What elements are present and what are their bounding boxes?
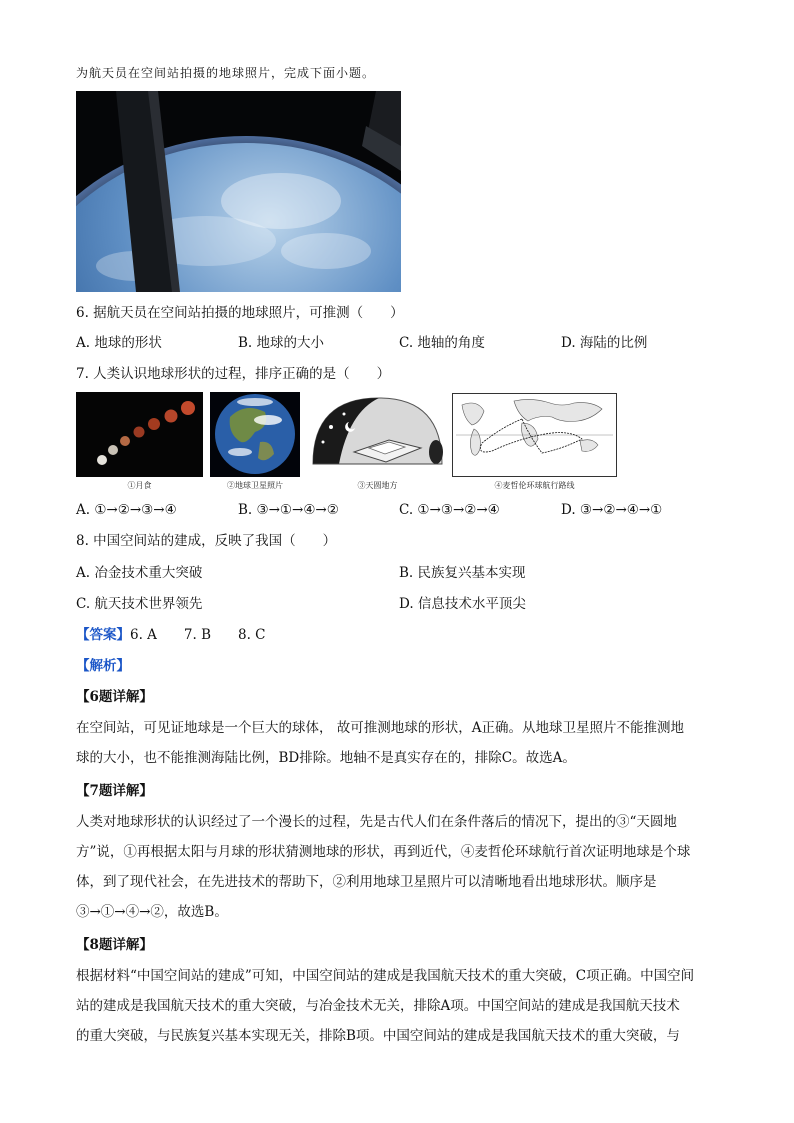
caption-lunar-eclipse: ①月食 (127, 481, 152, 490)
q8-detail-line: 站的建成是我国航天技术的重大突破，与冶金技术无关，排除A项。中国空间站的建成是我国航天技术 (76, 998, 680, 1014)
q6-detail-title: 【6题详解】 (76, 689, 153, 705)
analysis-label: 【解析】 (76, 658, 130, 674)
q6-stem: 6. 据航天员在空间站拍摄的地球照片，可推测（ ） (76, 305, 404, 321)
q8-detail-line: 的重大突破，与民族复兴基本实现无关，排除B项。中国空间站的建成是我国航天技术的重大突破，与 (76, 1028, 680, 1044)
q7-option-b[interactable]: B. ③→①→④→② (238, 502, 339, 518)
q7-option-a[interactable]: A. ①→②→③→④ (76, 502, 177, 518)
earth-photo (76, 91, 401, 292)
q7-detail-line: 人类对地球形状的认识经过了一个漫长的过程，先是古代人们在条件落后的情况下，提出的③“天圆地 (76, 814, 677, 830)
q6-option-d[interactable]: D. 海陆的比例 (561, 335, 648, 351)
q6-detail-line: 球的大小，也不能推测海陆比例，BD排除。地轴不是真实存在的，排除C。故选A。 (76, 750, 576, 766)
q8-stem: 8. 中国空间站的建成，反映了我国（ ） (76, 533, 337, 549)
q6-option-a[interactable]: A. 地球的形状 (76, 335, 162, 351)
earth-satellite-image (210, 392, 300, 477)
q8-detail-line: 根据材料“中国空间站的建成”可知，中国空间站的建成是我国航天技术的重大突破，C项正确。中国空间 (76, 968, 695, 984)
caption-magellan-route: ④麦哲伦环球航行路线 (494, 481, 575, 490)
q7-detail-line: 体，到了现代社会，在先进技术的帮助下，②利用地球卫星照片可以清晰地看出地球形状。顺序是 (76, 874, 657, 890)
q6-option-b[interactable]: B. 地球的大小 (238, 335, 325, 351)
caption-heaven-round-earth-square: ③天圆地方 (357, 481, 398, 490)
intro-text: 为航天员在空间站拍摄的地球照片，完成下面小题。 (76, 66, 376, 80)
q7-detail-line: ③→①→④→②，故选B。 (76, 904, 228, 920)
lunar-eclipse-image (76, 392, 203, 477)
q6-detail-line: 在空间站，可见证地球是一个巨大的球体， 故可推测地球的形状，A正确。从地球卫星照片不能推测地 (76, 720, 685, 736)
q7-option-c[interactable]: C. ①→③→②→④ (399, 502, 500, 518)
q8-detail-text (76, 961, 722, 1051)
magellan-route-map-image (452, 393, 617, 477)
q7-stem: 7. 人类认识地球形状的过程，排序正确的是（ ） (76, 366, 391, 382)
q8-detail-title: 【8题详解】 (76, 937, 153, 953)
answer-label: 【答案】 (76, 627, 130, 643)
q8-option-a[interactable]: A. 冶金技术重大突破 (76, 565, 203, 581)
answer-text: 6. A 7. B 8. C (130, 627, 266, 643)
q8-option-c[interactable]: C. 航天技术世界领先 (76, 596, 203, 612)
caption-satellite-photo: ②地球卫星照片 (227, 481, 283, 490)
q6-detail-text (76, 713, 722, 773)
q7-option-d[interactable]: D. ③→②→④→① (561, 502, 663, 518)
q8-option-b[interactable]: B. 民族复兴基本实现 (399, 565, 526, 581)
q7-detail-text (76, 807, 722, 927)
q7-detail-title: 【7题详解】 (76, 783, 153, 799)
q8-option-d[interactable]: D. 信息技术水平顶尖 (399, 596, 526, 612)
heaven-round-earth-square-image (309, 392, 446, 477)
q6-option-c[interactable]: C. 地轴的角度 (399, 335, 485, 351)
q7-detail-line: 方”说，①再根据太阳与月球的形状猜测地球的形状，再到近代，④麦哲伦环球航行首次证明地球是个球 (76, 844, 691, 860)
answer-line (76, 626, 266, 644)
